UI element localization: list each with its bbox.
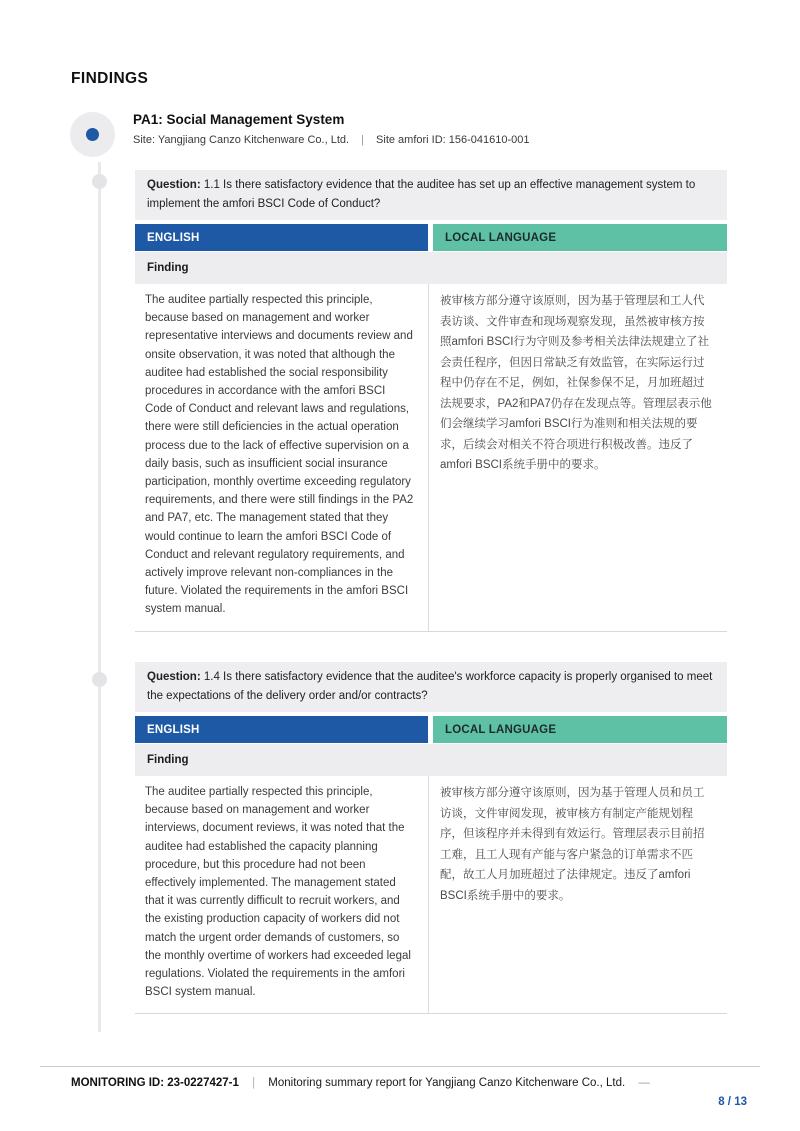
question-node-icon [92, 174, 107, 189]
finding-text-local: 被审核方部分遵守该原则，因为基于管理人员和员工访谈，文件审阅发现，被审核方有制定产能规划程序，但该程序并未得到有效运行。管理层表示目前招工难，且工人现有产能与客户紧急的订单需求不匹配，故工人月加班超过了法律规定。违反了amfori BSCI系统手册中的要求。 [440, 787, 705, 902]
question-label: Question: [147, 179, 201, 191]
footer-report-title: Monitoring summary report for Yangjiang Canzo Kitchenware Co., Ltd. [268, 1077, 626, 1089]
finding-body [135, 284, 727, 632]
language-header-row [135, 716, 727, 743]
language-header-row [135, 224, 727, 251]
site-name: Site: Yangjiang Canzo Kitchenware Co., Ltd. [133, 134, 350, 146]
site-separator: | [361, 134, 364, 146]
monitoring-id: MONITORING ID: 23-0227427-1 [71, 1077, 239, 1089]
page-number: 8 / 13 [718, 1096, 747, 1108]
pa-bullet-icon [70, 112, 115, 157]
question-node-icon [92, 672, 107, 687]
timeline-line [98, 162, 101, 1032]
pa-bullet-dot-icon [86, 128, 99, 141]
finding-row-label: Finding [135, 252, 727, 284]
site-line [133, 134, 530, 146]
pa-header [133, 112, 530, 146]
section-title: FINDINGS [71, 70, 149, 87]
question-box [135, 170, 727, 220]
question-block-2 [135, 662, 727, 1014]
finding-text-english: The auditee partially respected this principle, because based on management and worker interviews, document reviews, it was noted that the auditee had established the capacity planning procedure, but this procedure had not been effectively implemented. The management stated that it was currently difficult to recruit workers, and the existing production capacity of workers did not match the urgent order demands of customers, so the monthly overtime of workers had exceeded legal regulations. Violated the requirements in the amfori BSCI system manual. [135, 776, 429, 1013]
finding-text-english: The auditee partially respected this principle, because based on management and worker representative interviews and documents review and onsite observation, it was noted that although the auditee had established the social responsibility procedures in accordance with the amfori BSCI Code of Conduct and relevant laws and regulations, there were still deficiencies in the actual operation process due to the lack of effective supervision on a daily basis, such as insufficient social insurance participation, monthly overtime exceeding regulatory requirements, and there were still findings in the PA2 and PA7, etc. The management stated that they would continue to learn the amfori BSCI Code of Conduct and relevant regulatory requirements, and actively improve relevant non-compliances in the future. Violated the requirements in the amfori BSCI system manual. [135, 284, 429, 631]
english-column-header: ENGLISH [135, 716, 428, 743]
finding-text-local: 被审核方部分遵守该原则，因为基于管理层和工人代表访谈、文件审查和现场观察发现，虽然被审核方按照amfori BSCI行为守则及参考相关法律法规建立了社会责任程序，但因日常缺乏有效监管，在实际运行过程中仍存在不足，例如，社保参保不足，月加班超过法规要求，PA2和PA7仍存在发现点等。管理层表示他们会继续学习amfori BSCI行为准则和相关法规的要求，后续会对相关不符合项进行积极改善。违反了amfori BSCI系统手册中的要求。 [440, 295, 712, 471]
question-block-1 [135, 170, 727, 632]
footer-separator: | [252, 1077, 256, 1089]
pa-title: PA1: Social Management System [133, 112, 345, 127]
question-text: 1.4 Is there satisfactory evidence that the auditee's workforce capacity is properly organised to meet the expectations of the delivery order and/or contracts? [147, 671, 713, 702]
site-amfori-id: Site amfori ID: 156-041610-001 [376, 134, 530, 146]
english-column-header: ENGLISH [135, 224, 428, 251]
local-language-column-header: LOCAL LANGUAGE [433, 224, 727, 251]
footer-dash: — [638, 1077, 650, 1089]
question-label: Question: [147, 671, 201, 683]
question-text: 1.1 Is there satisfactory evidence that the auditee has set up an effective management system to implement the amfori BSCI Code of Conduct? [147, 179, 696, 210]
footer-divider [40, 1066, 760, 1067]
local-language-column-header: LOCAL LANGUAGE [433, 716, 727, 743]
finding-body [135, 776, 727, 1014]
finding-row-label: Finding [135, 744, 727, 776]
question-box [135, 662, 727, 712]
footer [71, 1077, 650, 1089]
